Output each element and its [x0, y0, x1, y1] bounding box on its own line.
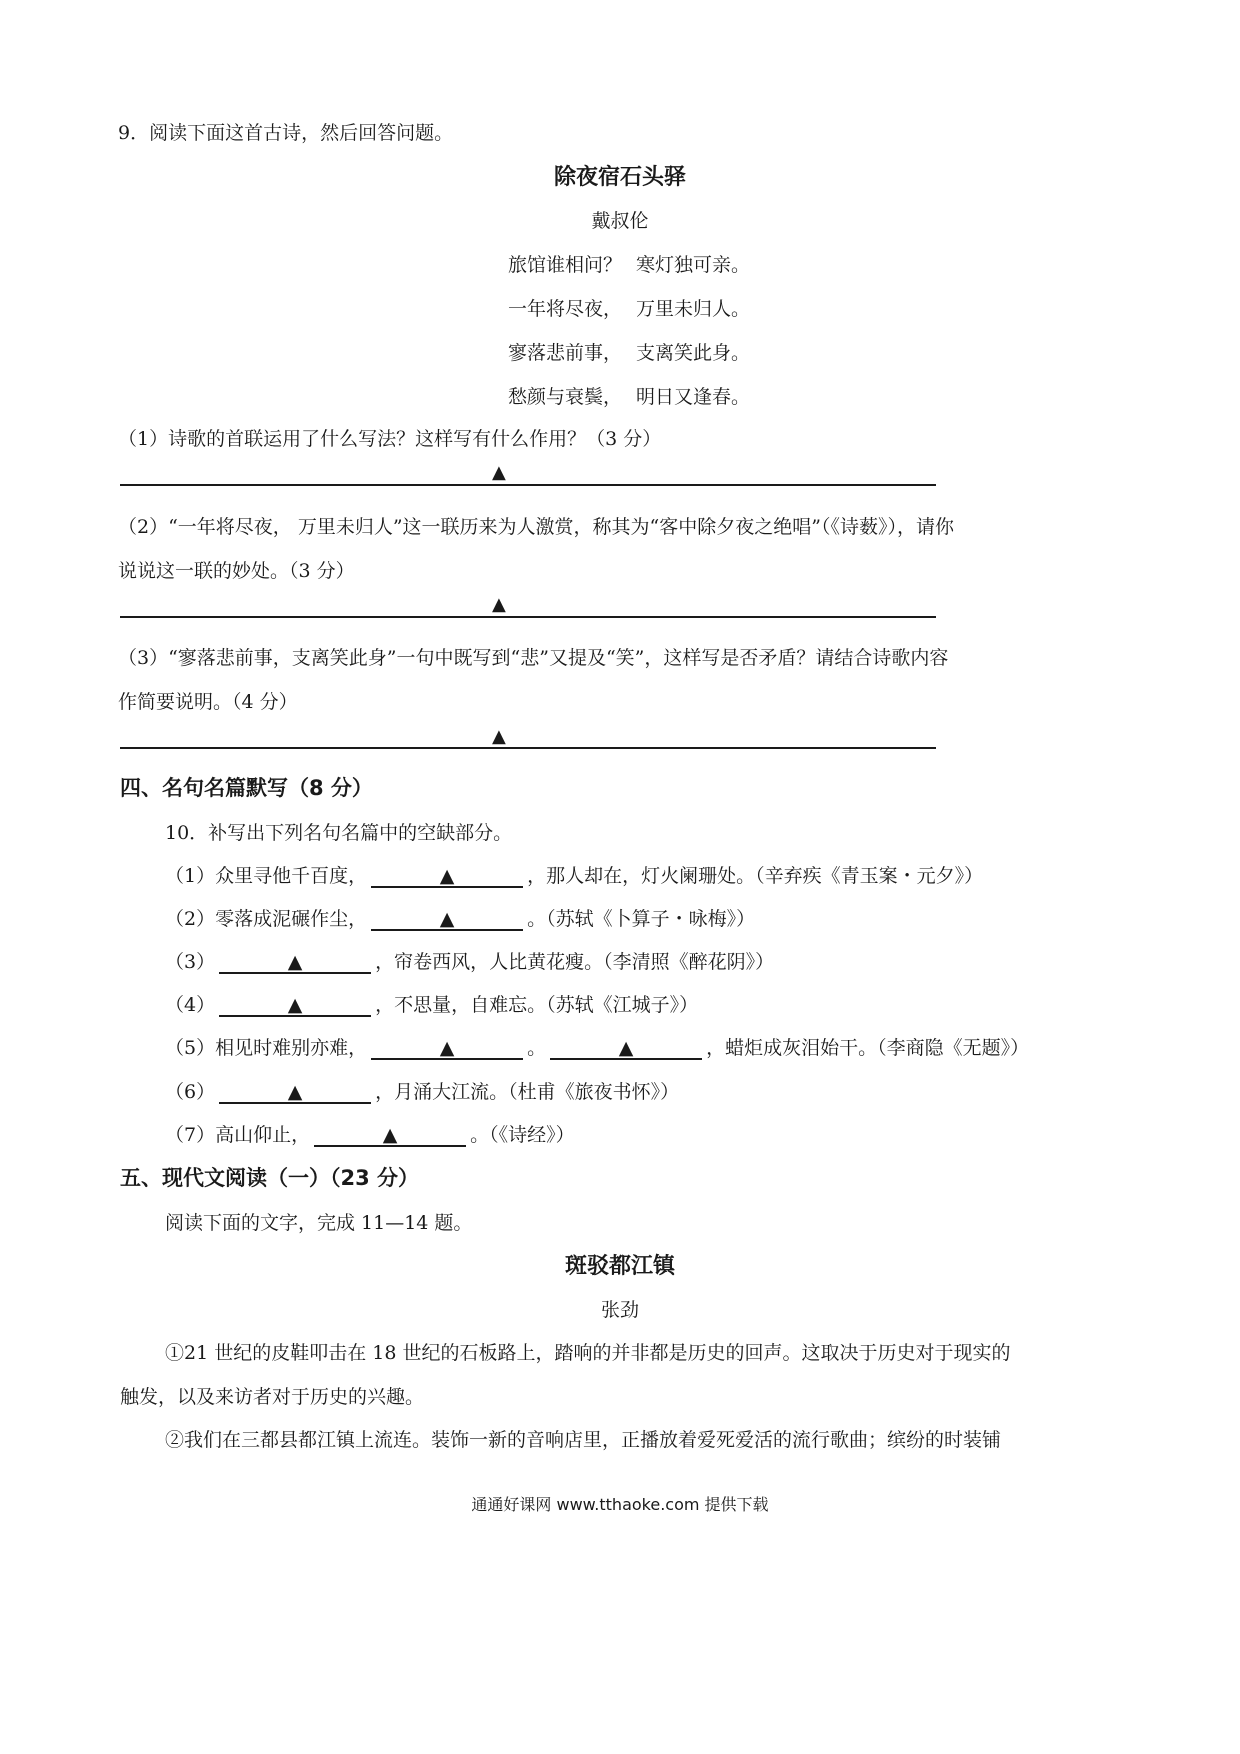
- poem-line-first-half: 一年将尽夜，: [508, 298, 623, 320]
- section5-intro: 阅读下面的文字，完成 11—14 题。: [165, 1212, 473, 1234]
- article-paragraph-1-line2: 触发，以及来访者对于历史的兴趣。: [120, 1386, 425, 1408]
- answer-line-3[interactable]: [120, 747, 936, 749]
- fill-item-4: [165, 990, 698, 1017]
- answer-line-2[interactable]: [120, 616, 936, 618]
- fill-item-3: [165, 947, 774, 974]
- article-author: 张劲: [600, 1299, 639, 1321]
- q9-sub2-line1: （2）“一年将尽夜， 万里未归人”这一联历来为人激赏，称其为“客中除夕夜之绝唱”（《诗薮》），请你: [118, 516, 954, 538]
- fill-item-prefix: （5）相见时难别亦难，: [165, 1037, 368, 1059]
- answer-marker: ▲: [492, 594, 506, 615]
- fill-item-suffix: ，蜡炬成灰泪始干。（李商隐《无题》）: [706, 1037, 1030, 1059]
- fill-blank[interactable]: ▲: [371, 866, 523, 888]
- fill-item-suffix: ，那人却在，灯火阑珊处。（辛弃疾《青玉案・元夕》）: [527, 865, 984, 887]
- poem-line-second-half: 寒灯独可亲。: [636, 254, 751, 276]
- fill-blank[interactable]: ▲: [371, 909, 523, 931]
- fill-item-suffix: 。（《诗经》）: [470, 1124, 575, 1146]
- poem-author: 戴叔伦: [591, 210, 649, 232]
- section5-heading: 五、现代文阅读（一）（23 分）: [120, 1166, 420, 1190]
- fill-item-prefix: （7）高山仰止，: [165, 1124, 311, 1146]
- fill-item-prefix: （6）: [165, 1081, 216, 1103]
- poem-line-first-half: 愁颜与衰鬓，: [508, 386, 623, 408]
- answer-line-1[interactable]: [120, 484, 936, 486]
- fill-item-separator: 。: [527, 1037, 547, 1059]
- q9-sub1: （1）诗歌的首联运用了什么写法？这样写有什么作用？（3 分）: [118, 428, 662, 450]
- q10-intro: 10．补写出下列名句名篇中的空缺部分。: [165, 822, 513, 844]
- answer-marker: ▲: [492, 726, 506, 747]
- article-paragraph-1-line1: ①21 世纪的皮鞋叩击在 18 世纪的石板路上，踏响的并非都是历史的回声。这取决于历史对于现实的: [165, 1342, 1011, 1364]
- q9-intro: 9．阅读下面这首古诗，然后回答问题。: [118, 122, 454, 144]
- poem-line-second-half: 万里未归人。: [636, 298, 751, 320]
- fill-item-prefix: （4）: [165, 994, 216, 1016]
- fill-item-suffix: ，月涌大江流。（杜甫《旅夜书怀》）: [375, 1081, 680, 1103]
- fill-item-2: [165, 904, 755, 931]
- poem-line-second-half: 明日又逢春。: [636, 386, 751, 408]
- fill-item-5: [165, 1033, 1029, 1060]
- page-footer: 通通好课网 www.tthaoke.com 提供下载: [471, 1495, 769, 1514]
- fill-item-prefix: （1）众里寻他千百度，: [165, 865, 368, 887]
- poem-title: 除夜宿石头驿: [553, 164, 686, 190]
- poem-line-first-half: 旅馆谁相问？: [508, 254, 623, 276]
- fill-item-prefix: （2）零落成泥碾作尘，: [165, 908, 368, 930]
- fill-blank[interactable]: ▲: [219, 995, 371, 1017]
- fill-blank[interactable]: ▲: [219, 1082, 371, 1104]
- article-title: 斑驳都江镇: [564, 1253, 675, 1279]
- fill-item-suffix: 。（苏轼《卜算子・咏梅》）: [527, 908, 756, 930]
- poem-line-first-half: 寥落悲前事，: [508, 342, 623, 364]
- poem-line: [508, 382, 750, 409]
- fill-blank[interactable]: ▲: [314, 1125, 466, 1147]
- fill-blank[interactable]: ▲: [219, 952, 371, 974]
- q9-sub2-line2: 说说这一联的妙处。（3 分）: [118, 560, 355, 582]
- fill-item-6: [165, 1077, 679, 1104]
- poem-line-second-half: 支离笑此身。: [636, 342, 751, 364]
- fill-blank[interactable]: ▲: [371, 1038, 523, 1060]
- answer-marker: ▲: [492, 462, 506, 483]
- fill-item-7: [165, 1120, 575, 1147]
- poem-line: [508, 250, 750, 277]
- section4-heading: 四、名句名篇默写（8 分）: [120, 776, 373, 800]
- fill-blank[interactable]: ▲: [550, 1038, 702, 1060]
- fill-item-1: [165, 861, 983, 888]
- article-paragraph-2-line1: ②我们在三都县都江镇上流连。装饰一新的音响店里，正播放着爱死爱活的流行歌曲；缤纷的时装铺: [165, 1429, 1002, 1451]
- poem-line: [508, 294, 750, 321]
- fill-item-suffix: ，不思量，自难忘。（苏轼《江城子》）: [375, 994, 699, 1016]
- fill-item-suffix: ，帘卷西风，人比黄花瘦。（李清照《醉花阴》）: [375, 951, 775, 973]
- q9-sub3-line1: （3）“寥落悲前事，支离笑此身”一句中既写到“悲”又提及“笑”，这样写是否矛盾？请结合诗歌内容: [118, 647, 949, 669]
- q9-sub3-line2: 作简要说明。（4 分）: [118, 691, 298, 713]
- fill-item-prefix: （3）: [165, 951, 216, 973]
- poem-line: [508, 338, 750, 365]
